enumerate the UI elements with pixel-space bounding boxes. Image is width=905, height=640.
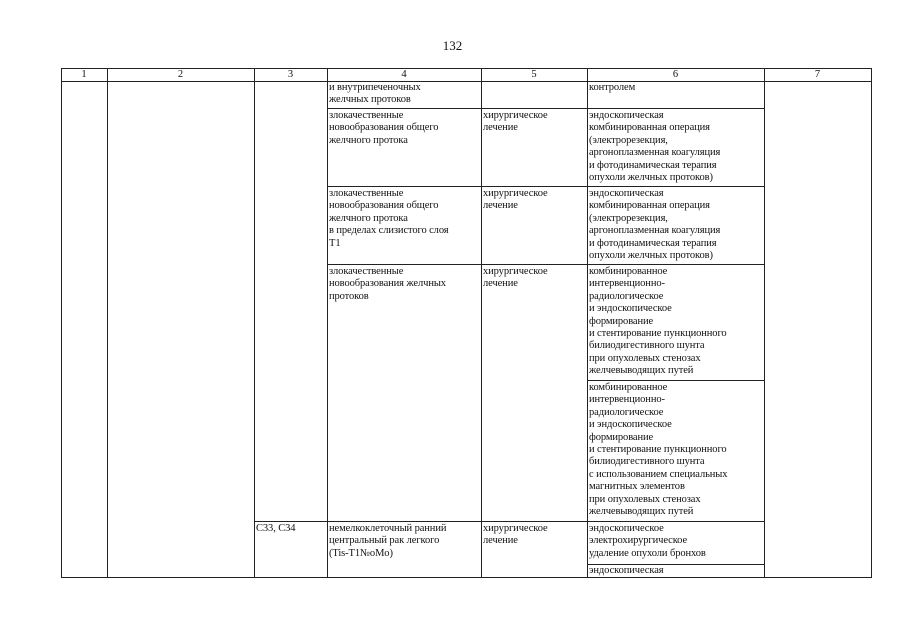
table-cell-treatment-type: хирургическое лечение [483,188,548,212]
table-cell-icd-code: С33, С34 [256,523,296,534]
table-cell-treatment-type: хирургическое лечение [483,266,548,290]
table-cell-method: комбинированное интервенционно- радиологическое и эндоскопическое формирование и стентирование пункционного билиодигестивного шунта с использованием специальных магнитных элементов при опухолевых стенозах желчевыводящих путей [589,382,728,518]
table-cell-diagnosis: злокачественные новообразования общего желчного протока [329,110,439,146]
column-header-5: 5 [531,69,537,80]
table-cell-diagnosis: злокачественные новообразования общего желчного протока в пределах слизистого слоя Т1 [329,188,449,249]
table-cell-diagnosis: злокачественные новообразования желчных протоков [329,266,446,302]
table-cell-diagnosis: и внутрипеченочных желчных протоков [329,82,421,106]
table-cell-method: контролем [589,82,636,93]
table-cell-method: эндоскопическое электрохирургическое удаление опухоли бронхов [589,523,706,559]
table-cell-method: эндоскопическая комбинированная операция (электрорезекция, аргоноплазменная коагуляция и фотодинамическая терапия опухоли желчных протоков) [589,110,721,184]
column-header-3: 3 [287,69,294,80]
column-header-2: 2 [177,69,184,80]
table-cell-method: эндоскопическая комбинированная операция (электрорезекция, аргоноплазменная коагуляция и фотодинамическая терапия опухоли желчных протоков) [589,188,721,262]
column-header-4: 4 [401,69,407,80]
page-number: 132 [442,38,463,53]
column-header-1: 1 [81,69,87,80]
column-header-6: 6 [672,69,679,80]
table-cell-method: комбинированное интервенционно- радиологическое и эндоскопическое формирование и стентирование пункционного билиодигестивного шунта при опухолевых стенозах желчевыводящих путей [589,266,727,377]
table-cell-method: эндоскопическая [589,565,664,576]
table-cell-treatment-type: хирургическое лечение [483,110,548,134]
table-cell-treatment-type: хирургическое лечение [483,523,548,547]
table-cell-diagnosis: немелкоклеточный ранний центральный рак легкого (Tis-T1№oMo) [329,523,447,559]
column-header-7: 7 [814,69,821,80]
